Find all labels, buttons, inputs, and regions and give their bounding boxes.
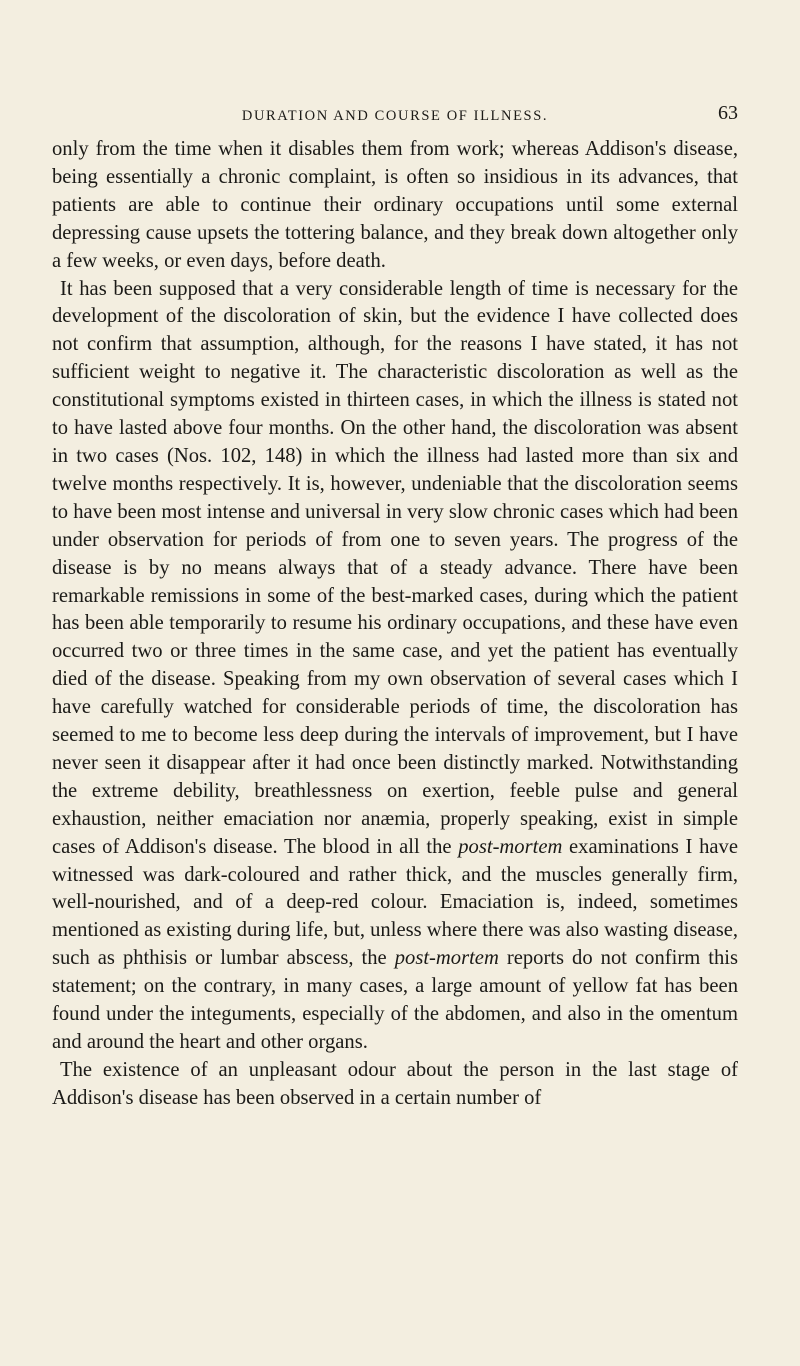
paragraph-2-text-b: examinations I have witnessed was dark-coloured and rather thick, and the muscles generally firm, well-nourished, and of a deep-red colour. Emaciation is, indeed, sometimes mentioned as existing during life, but, unless where there was also wasting disease, such as phthisis or lumbar abscess, the — [52, 835, 738, 970]
post-mortem-italic-2: post-mortem — [394, 947, 499, 970]
paragraph-2-text-a: It has been supposed that a very considerable length of time is necessary for the development of the discoloration of skin, but the evidence I have collected does not confirm that assumption, although, for the reasons I have stated, it has not sufficient weight to negative it. The characteristic discoloration as well as the constitutional symptoms existed in thirteen cases, in which the illness is stated not to have lasted above four months. On the other hand, the discoloration was absent in two cases (Nos. 102, 148) in which the illness had lasted more than six and twelve months respectively. It is, however, undeniable that the discoloration seems to have been most intense and universal in very slow chronic cases which had been under observation for periods of from one to seven years. The progress of the disease is by no means always that of a steady advance. There have been remarkable remissions in some of the best-marked cases, during which the patient has been able temporarily to resume his ordinary occupations, and these have even occurred two or three times in the same case, and yet the patient has eventually died of the disease. Speaking from my own observation of several cases which I have carefully watched for considerable periods of time, the discoloration has seemed to me to become less deep during the intervals of improvement, but I have never seen it disappear after it had once been distinctly marked. Notwithstanding the extreme debility, breathlessness on exertion, feeble pulse and general exhaustion, neither emaciation nor anæmia, properly speaking, exist in simple cases of Addison's disease. The blood in all the — [52, 277, 738, 858]
paragraph-3 — [52, 1057, 738, 1113]
paragraph-1-text: only from the time when it disables them from work; whereas Addison's disease, being essentially a chronic complaint, is often so insidious in its advances, that patients are able to continue their ordinary occupations until some external depressing cause upsets the tottering balance, and they break down altogether only a few weeks, or even days, before death. — [52, 138, 738, 272]
paragraph-1 — [52, 136, 738, 276]
paragraph-3-text: The existence of an unpleasant odour about the person in the last stage of Addison's disease has been observed in a certain number of — [52, 1058, 738, 1109]
running-title: DURATION AND COURSE OF ILLNESS. — [241, 108, 549, 124]
paragraph-2 — [52, 276, 738, 1057]
running-head — [52, 102, 738, 132]
post-mortem-italic-1: post-mortem — [458, 835, 563, 858]
body-text — [52, 136, 738, 1113]
page-number: 63 — [718, 102, 738, 124]
paragraph-2-text-c: reports do not confirm this statement; on the contrary, in many cases, a large amount of yellow fat has been found under the integuments, especially of the abdomen, and also in the omentum and around the heart and other organs. — [52, 947, 738, 1053]
